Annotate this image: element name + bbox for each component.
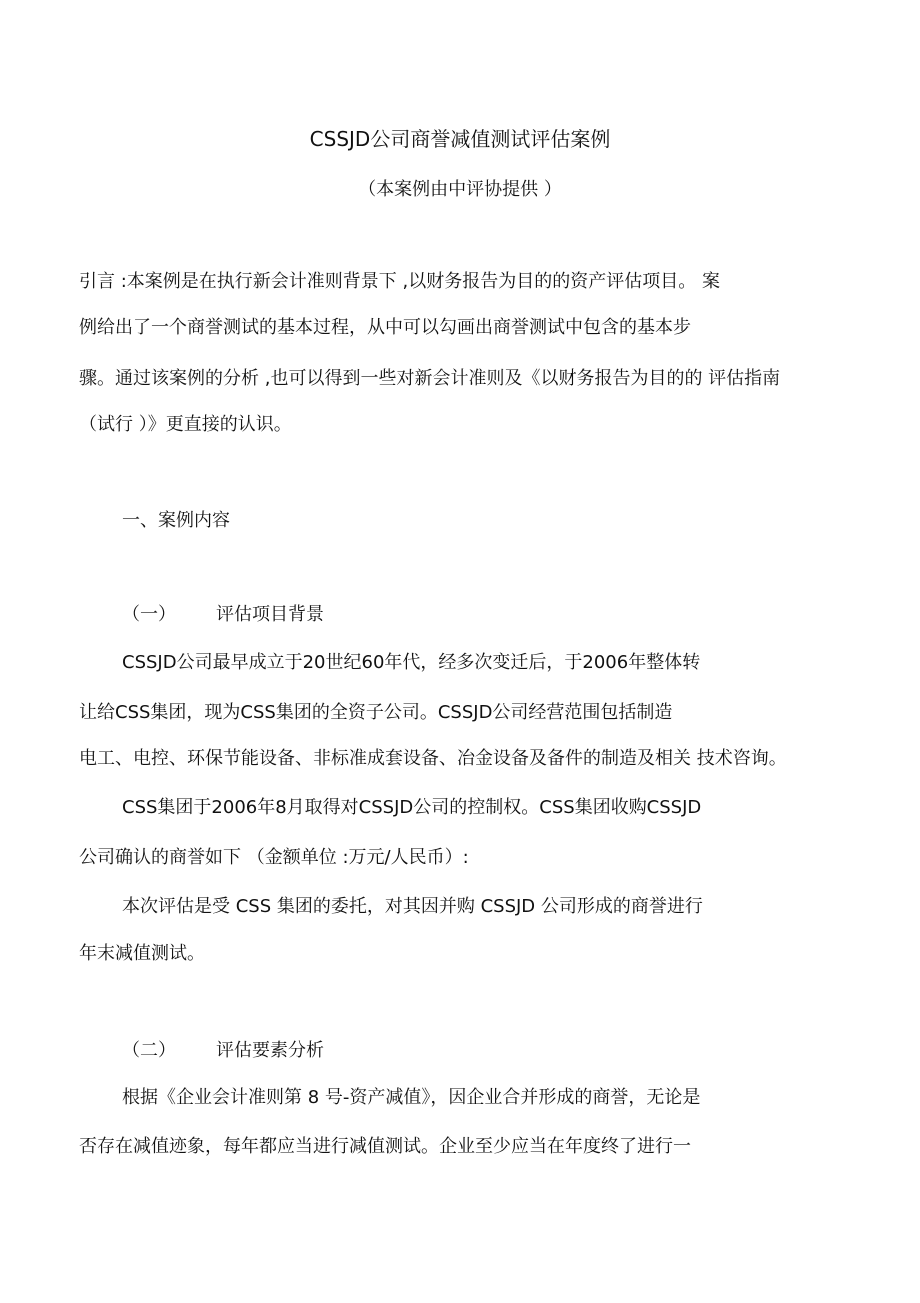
paragraph-line: 本次评估是受 CSS 集团的委托，对其因并购 CSSJD 公司形成的商誉进行	[122, 896, 703, 917]
subsection-1-title: 评估项目背景	[216, 604, 324, 625]
document-title: CSSJD公司商誉减值测试评估案例	[309, 127, 611, 151]
intro-line-4: （试行 ）》更直接的认识。	[79, 414, 292, 435]
intro-line-2: 例给出了一个商誉测试的基本过程，从中可以勾画出商誉测试中包含的基本步	[79, 317, 691, 338]
paragraph-line: 否存在减值迹象，每年都应当进行减值测试。企业至少应当在年度终了进行一	[79, 1136, 691, 1157]
section-heading: 一、案例内容	[122, 510, 230, 531]
paragraph-line: 年末减值测试。	[79, 943, 205, 964]
paragraph-line: 公司确认的商誉如下 （金额单位 :万元/人民币）:	[79, 847, 469, 868]
intro-line-3: 骤。通过该案例的分析 ,也可以得到一些对新会计准则及《以财务报告为目的的 评估指南	[79, 368, 781, 389]
document-subtitle: （本案例由中评协提供 ）	[358, 179, 562, 200]
paragraph-line: 电工、电控、环保节能设备、非标准成套设备、冶金设备及备件的制造及相关 技术咨询。	[79, 748, 787, 769]
subsection-2-number: （二）	[122, 1040, 176, 1061]
paragraph-line: CSSJD公司最早成立于20世纪60年代，经多次变迁后，于2006年整体转	[122, 652, 701, 673]
paragraph-line: CSS集团于2006年8月取得对CSSJD公司的控制权。CSS集团收购CSSJD	[122, 797, 702, 818]
paragraph-line: 根据《企业会计准则第 8 号-资产减值》，因企业合并形成的商誉，无论是	[122, 1087, 701, 1108]
subsection-2-title: 评估要素分析	[216, 1040, 324, 1061]
subsection-1-number: （一）	[122, 604, 176, 625]
intro-line-1: 引言 :本案例是在执行新会计准则背景下 ,以财务报告为目的的资产评估项目。 案	[79, 271, 720, 292]
paragraph-line: 让给CSS集团，现为CSS集团的全资子公司。CSSJD公司经营范围包括制造	[79, 702, 673, 723]
